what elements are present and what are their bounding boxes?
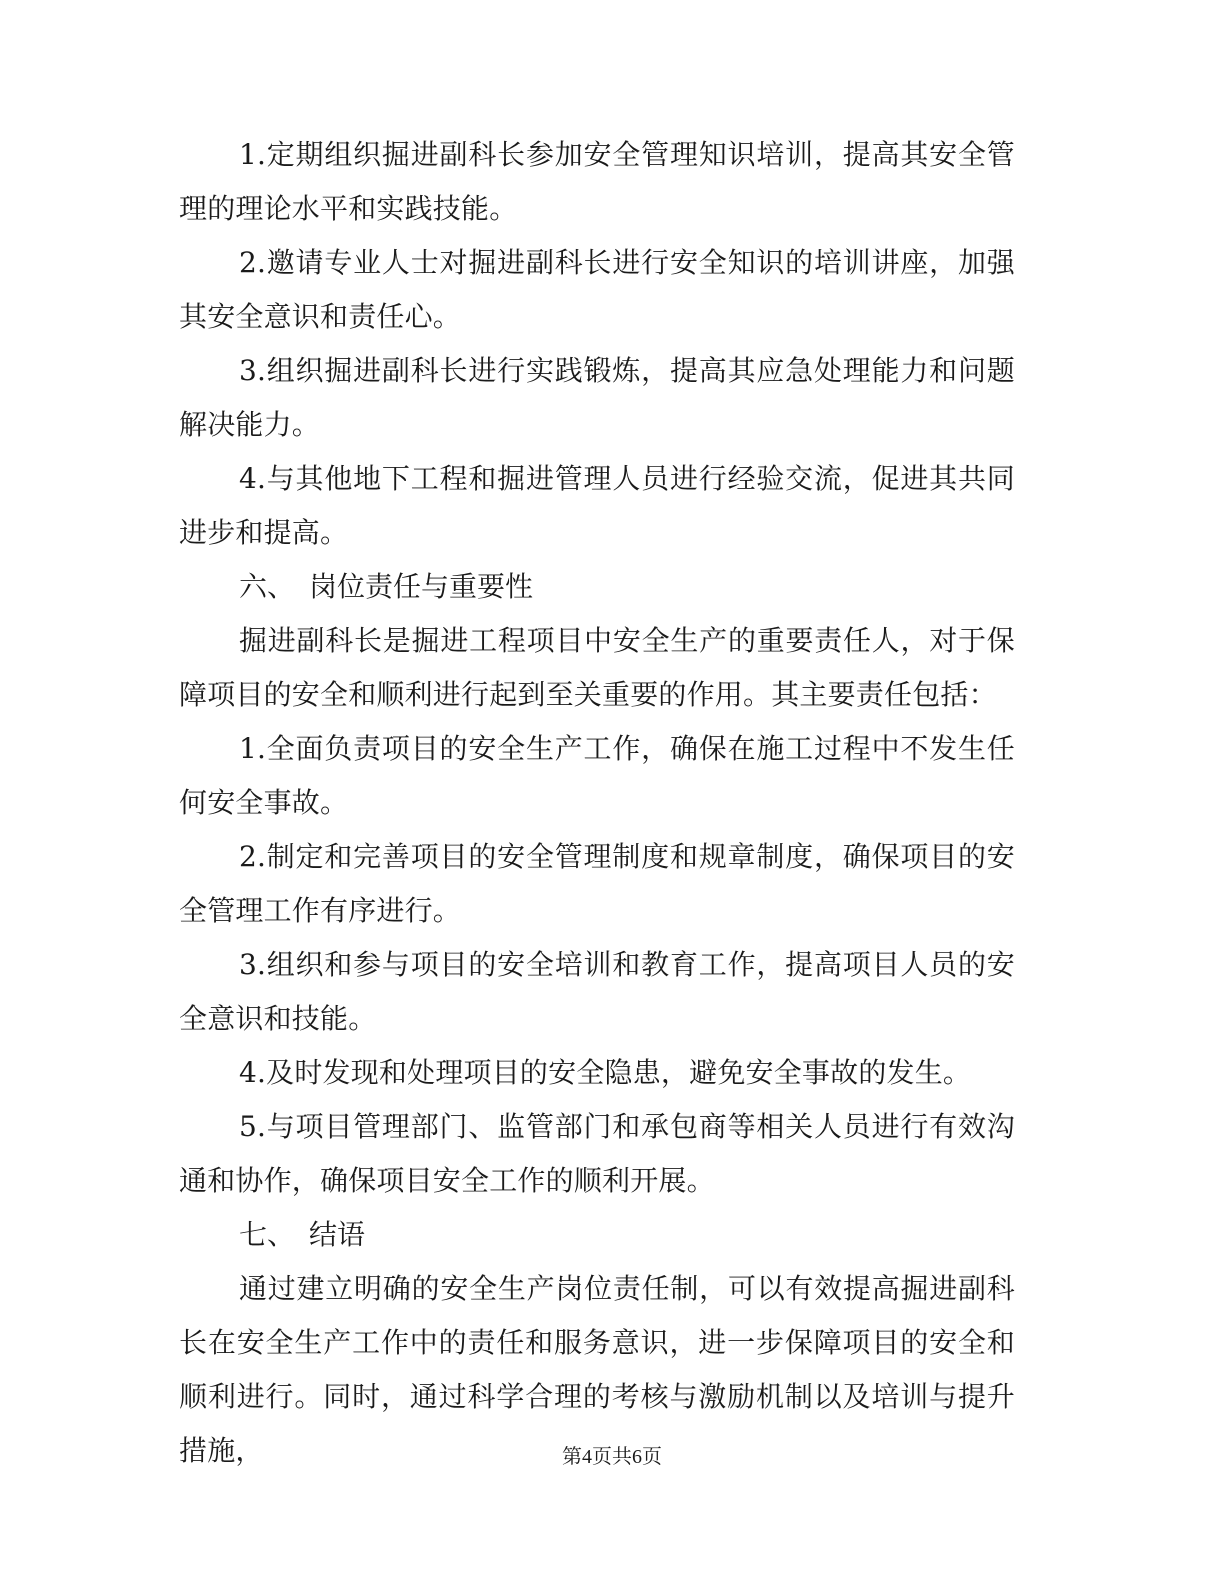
paragraph-duty-2: 2.制定和完善项目的安全管理制度和规章制度，确保项目的安全管理工作有序进行。 — [179, 840, 1015, 927]
paragraph-training-2: 2.邀请专业人士对掘进副科长进行安全知识的培训讲座，加强其安全意识和责任心。 — [179, 246, 1015, 333]
paragraph-duty-5: 5.与项目管理部门、监管部门和承包商等相关人员进行有效沟通和协作，确保项目安全工作的顺利开展。 — [179, 1110, 1015, 1197]
paragraph-duty-3: 3.组织和参与项目的安全培训和教育工作，提高项目人员的安全意识和技能。 — [179, 948, 1015, 1035]
paragraph-training-3: 3.组织掘进副科长进行实践锻炼，提高其应急处理能力和问题解决能力。 — [179, 354, 1015, 441]
page-number-footer: 第4页共6页 — [562, 1446, 662, 1468]
paragraph-intro: 掘进副科长是掘进工程项目中安全生产的重要责任人，对于保障项目的安全和顺利进行起到至关重要的作用。其主要责任包括： — [179, 624, 1015, 711]
section-number: 七、 — [239, 1218, 296, 1251]
paragraph-duty-1: 1.全面负责项目的安全生产工作，确保在施工过程中不发生任何安全事故。 — [179, 732, 1015, 819]
document-body — [179, 128, 1015, 1478]
section-title: 岗位责任与重要性 — [309, 570, 534, 603]
paragraph-duty-4: 4.及时发现和处理项目的安全隐患，避免安全事故的发生。 — [239, 1056, 972, 1089]
section-heading-6 — [179, 560, 1015, 614]
paragraph-training-4: 4.与其他地下工程和掘进管理人员进行经验交流，促进其共同进步和提高。 — [179, 462, 1015, 549]
section-heading-7 — [179, 1208, 1015, 1262]
paragraph-training-1: 1.定期组织掘进副科长参加安全管理知识培训，提高其安全管理的理论水平和实践技能。 — [179, 138, 1015, 225]
paragraph-conclusion: 通过建立明确的安全生产岗位责任制，可以有效提高掘进副科长在安全生产工作中的责任和服务意识，进一步保障项目的安全和顺利进行。同时，通过科学合理的考核与激励机制以及培训与提升措施， — [179, 1272, 1015, 1467]
section-title: 结语 — [309, 1218, 366, 1251]
section-number: 六、 — [239, 570, 296, 603]
